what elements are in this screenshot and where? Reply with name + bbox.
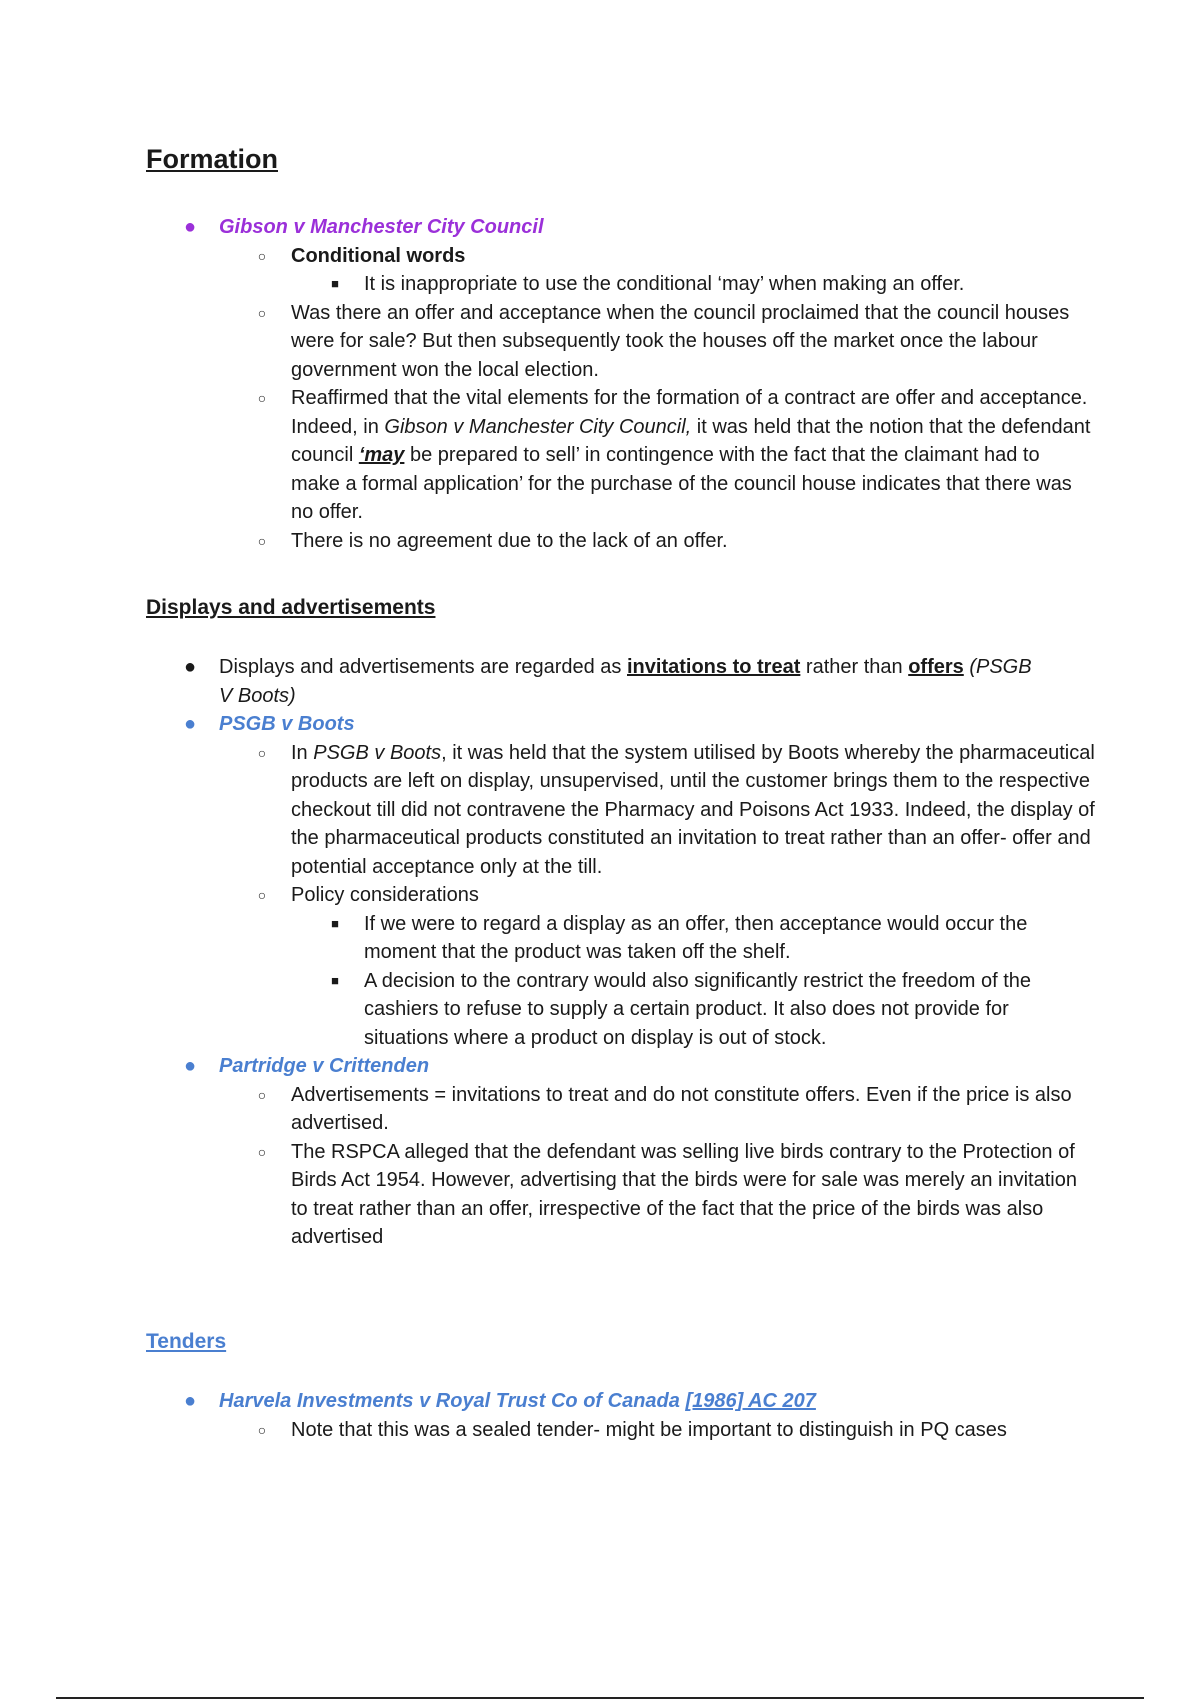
- list-item: [0, 1081, 1096, 1138]
- list-item: [0, 881, 1200, 910]
- circle-bullet-icon: ○: [257, 1143, 267, 1160]
- case-partridge: Partridge v Crittenden: [219, 1055, 430, 1077]
- list-item: [0, 1052, 1200, 1081]
- case-reference: PSGB v Boots: [313, 741, 442, 764]
- list-item: [0, 242, 1200, 271]
- emphasis-offers: offers: [908, 656, 964, 678]
- list-item: [0, 527, 1200, 556]
- citation-link[interactable]: [1986] AC 207: [685, 1390, 816, 1412]
- list-item: [0, 910, 1094, 967]
- list-item: [0, 710, 1200, 739]
- bullet-icon: ●: [183, 1055, 197, 1077]
- offer-question: Was there an offer and acceptance when the council proclaimed that the council houses were for sale? But then subsequently took the houses off the market once the labour government won the local election.: [291, 301, 1070, 381]
- square-bullet-icon: ■: [331, 915, 339, 931]
- circle-bullet-icon: ○: [257, 887, 267, 903]
- text-run: Reaffirmed that the vital elements for the formation of a contract are offer and acceptance. Indeed, in: [291, 387, 1088, 438]
- case-harvela: [219, 1387, 1200, 1416]
- case-citation: (PSGB V Boots): [219, 656, 1032, 707]
- tenders-list: [0, 1387, 1200, 1444]
- emphasis-may: ‘may: [358, 444, 405, 466]
- list-item: [0, 1387, 1200, 1416]
- emphasis-itt: invitations to treat: [627, 656, 801, 678]
- circle-bullet-icon: ○: [257, 1086, 267, 1103]
- partridge-2: The RSPCA alleged that the defendant was selling live birds contrary to the Protection of Birds Act 1954. However, advertising that the birds were for sale was merely an invitation to treat rather than an offer, irrespective of the fact that the price of the birds was also advertised: [291, 1140, 1077, 1248]
- tender-note: Note that this was a sealed tender- might be important to distinguish in PQ cases: [291, 1418, 1007, 1441]
- policy-label: Policy considerations: [291, 884, 479, 906]
- partridge-1: Advertisements = invitations to treat and do not constitute offers. Even if the price is also advertised.: [291, 1083, 1072, 1134]
- displays-list: [0, 653, 1200, 1252]
- text-run: rather than: [800, 656, 909, 678]
- heading-tenders: Tenders: [146, 1330, 227, 1353]
- heading-formation: Formation: [146, 144, 278, 174]
- case-reference: Gibson v Manchester City Council,: [384, 415, 692, 438]
- text-run: Displays and advertisements are regarded as: [219, 656, 627, 678]
- reaffirmed-text: [291, 384, 1091, 527]
- square-bullet-icon: ■: [331, 276, 339, 291]
- no-agreement: There is no agreement due to the lack of an offer.: [291, 529, 728, 552]
- list-item: [0, 739, 1096, 882]
- case-gibson: Gibson v Manchester City Council: [219, 216, 544, 238]
- heading-displays: Displays and advertisements: [146, 596, 436, 619]
- list-item: [0, 653, 1049, 710]
- list-item: [0, 270, 1200, 299]
- formation-list: [0, 213, 1200, 555]
- case-boots: PSGB v Boots: [219, 713, 355, 735]
- square-bullet-icon: ■: [331, 972, 339, 988]
- displays-intro: [219, 653, 1049, 710]
- footer-divider: [56, 1697, 1144, 1699]
- bullet-icon: ●: [183, 713, 197, 735]
- text-run: be prepared to sell’ in contingence with the fact that the claimant had to make a formal application’ for the purchase of the council house indicates that there was no offer.: [291, 444, 1072, 523]
- circle-bullet-icon: ○: [257, 744, 267, 761]
- circle-bullet-icon: ○: [257, 1421, 267, 1438]
- list-item: [0, 384, 1091, 527]
- circle-bullet-icon: ○: [257, 304, 267, 321]
- list-item: [0, 213, 1200, 242]
- circle-bullet-icon: ○: [257, 390, 267, 406]
- circle-bullet-icon: ○: [257, 532, 267, 549]
- circle-bullet-icon: ○: [257, 247, 267, 264]
- boots-detail: [291, 739, 1096, 882]
- list-item: [0, 1138, 1081, 1252]
- policy-2: A decision to the contrary would also significantly restrict the freedom of the cashiers to refuse to supply a certain product. It also does not provide for situations where a product on display is out of stock.: [364, 969, 1032, 1049]
- list-item: [0, 299, 1091, 385]
- conditional-words: Conditional words: [291, 244, 466, 267]
- text-run: it was held that the notion that the defendant council: [291, 415, 1091, 466]
- bullet-icon: ●: [183, 216, 197, 238]
- bullet-icon: ●: [183, 656, 197, 678]
- bullet-icon: ●: [183, 1390, 197, 1412]
- list-item: [0, 1416, 1200, 1445]
- case-name: Harvela Investments v Royal Trust Co of Canada: [219, 1390, 686, 1412]
- list-item: [0, 967, 1094, 1053]
- policy-1: If we were to regard a display as an offer, then acceptance would occur the moment that the product was taken off the shelf.: [364, 912, 1028, 963]
- conditional-detail: It is inappropriate to use the conditional ‘may’ when making an offer.: [364, 273, 965, 295]
- text-run: In: [291, 741, 314, 764]
- text-run: , it was held that the system utilised by Boots whereby the pharmaceutical products are left on display, unsupervised, until the customer brings them to the respective checkout till did not contravene the Pharmacy and Poisons Act 1933. Indeed, the display of the pharmaceutical products constituted an invitation to treat rather than an offer- offer and potential acceptance only at the till.: [291, 741, 1095, 878]
